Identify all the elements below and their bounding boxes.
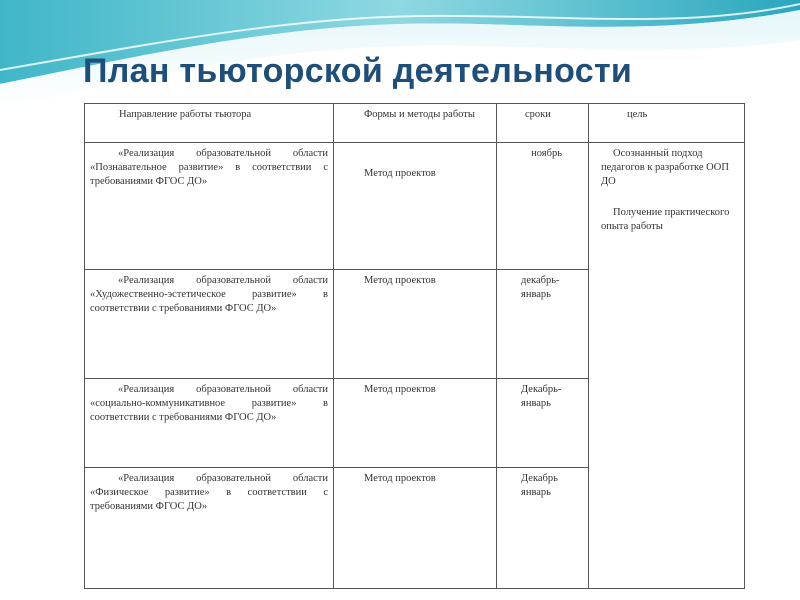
method-cell: Метод проектов xyxy=(334,270,497,379)
term-cell: Декабрь январь xyxy=(497,468,589,589)
method-cell: Метод проектов xyxy=(334,379,497,468)
column-header-methods: Формы и методы работы xyxy=(334,104,497,143)
term-cell: Декабрь-январь xyxy=(497,379,589,468)
table-row xyxy=(85,143,745,270)
column-header-direction: Направление работы тьютора xyxy=(85,104,334,143)
term-cell: ноябрь xyxy=(497,143,589,270)
page-title: План тьюторской деятельности xyxy=(83,52,633,90)
direction-cell: «Реализация образовательной области «Познавательное развитие» в соответствии с требованиями ФГОС ДО» xyxy=(85,143,334,270)
column-header-goal: цель xyxy=(589,104,745,143)
column-header-terms: сроки xyxy=(497,104,589,143)
direction-cell: «Реализация образовательной области «Художественно-эстетическое развитие» в соответствии с требованиями ФГОС ДО» xyxy=(85,270,334,379)
direction-cell: «Реализация образовательной области «Физическое развитие» в соответствии с требованиями ФГОС ДО» xyxy=(85,468,334,589)
direction-cell: «Реализация образовательной области «социально-коммуникативное развитие» в соответствии с требованиями ФГОС ДО» xyxy=(85,379,334,468)
goal-text-1: Осознанный подход педагогов к разработке ООП ДО xyxy=(601,148,729,188)
method-text: Метод проектов xyxy=(364,168,436,179)
term-cell: декабрь-январь xyxy=(497,270,589,379)
tutor-plan-table xyxy=(84,103,745,589)
goal-text-2: Получение практического опыта работы xyxy=(601,206,730,232)
table-header-row xyxy=(85,104,745,143)
method-cell xyxy=(334,143,497,270)
method-cell: Метод проектов xyxy=(334,468,497,589)
goal-cell xyxy=(589,143,745,589)
